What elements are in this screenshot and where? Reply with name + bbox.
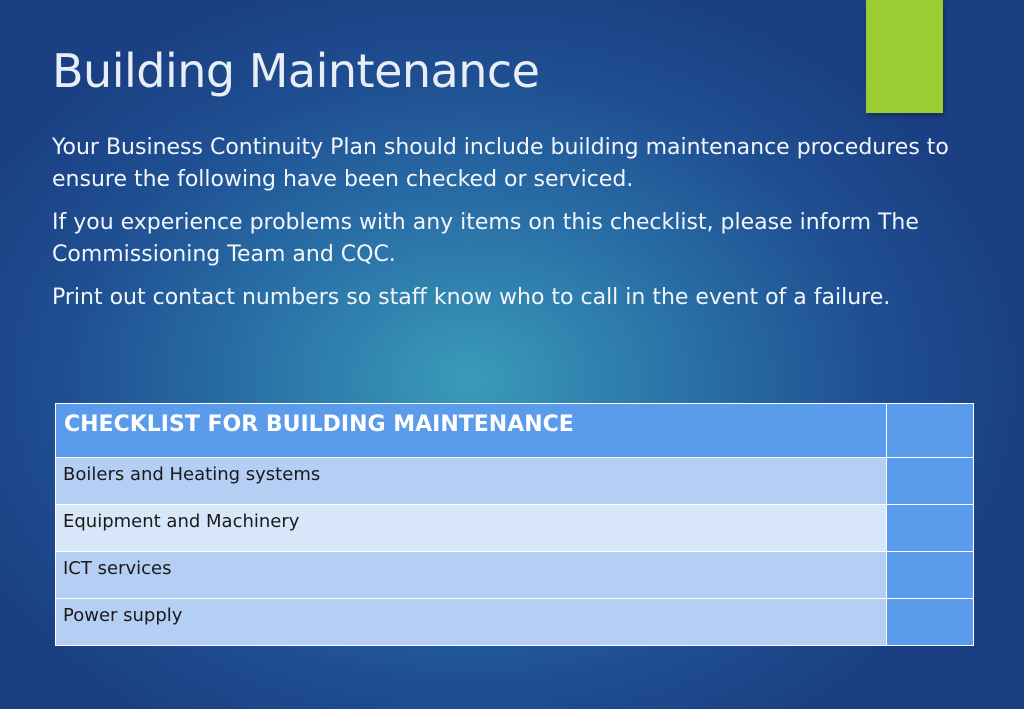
maintenance-checklist-table [55, 403, 974, 646]
table-row [56, 552, 974, 599]
accent-bar [866, 0, 943, 113]
checklist-item: Boilers and Heating systems [56, 458, 887, 505]
slide-body [52, 132, 992, 325]
table-row [56, 599, 974, 646]
checklist-item: Equipment and Machinery [56, 505, 887, 552]
table-row [56, 458, 974, 505]
checkbox-cell[interactable] [887, 404, 974, 458]
checklist-item: Power supply [56, 599, 887, 646]
checkbox-cell[interactable] [887, 599, 974, 646]
body-paragraph: If you experience problems with any items on this checklist, please inform The Commissioning Team and CQC. [52, 210, 919, 267]
checkbox-cell[interactable] [887, 458, 974, 505]
checklist-header: CHECKLIST FOR BUILDING MAINTENANCE [56, 404, 887, 458]
checkbox-cell[interactable] [887, 552, 974, 599]
body-paragraph: Print out contact numbers so staff know who to call in the event of a failure. [52, 285, 891, 310]
table-header-row [56, 404, 974, 458]
body-paragraph: Your Business Continuity Plan should include building maintenance procedures to ensure the following have been checked or serviced. [52, 135, 949, 192]
table-row [56, 505, 974, 552]
slide-title: Building Maintenance [52, 44, 540, 98]
checkbox-cell[interactable] [887, 505, 974, 552]
checklist-item: ICT services [56, 552, 887, 599]
